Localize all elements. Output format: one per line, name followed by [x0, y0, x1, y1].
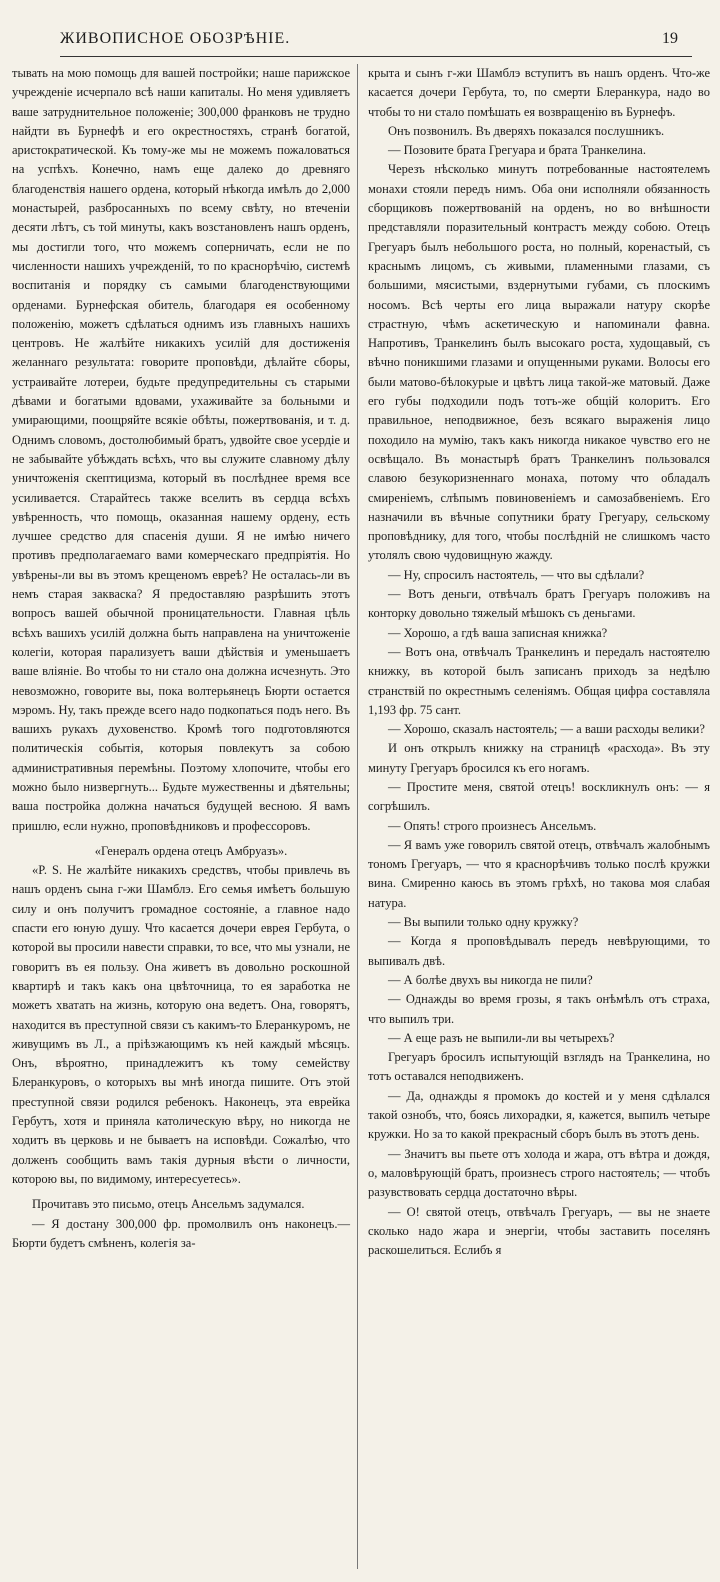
paragraph: — О! святой отецъ, отвѣчалъ Грегуаръ, — вы не знаете сколько надо жара и энергіи, чтобы заставить поселянъ раскошелиться. Еслибъ я — [368, 1204, 710, 1258]
paragraph: — Хорошо, а гдѣ ваша записная книжка? — [388, 625, 608, 640]
paragraph: Онъ позвонилъ. Въ дверяхъ показался послушникъ. — [388, 123, 665, 138]
paragraph: — Ну, спросилъ настоятель, — что вы сдѣлали? — [388, 567, 645, 582]
paragraph: — Опять! строго произнесъ Ансельмъ. — [388, 818, 597, 833]
column-divider — [357, 64, 358, 1569]
paragraph: «P. S. Не жалѣйте никакихъ средствъ, чтобы привлечь въ нашъ орденъ сына г-жи Шамблэ. Его семья имѣетъ большую силу и онъ получитъ громадное состояніе, а главное надо спасти его юную душу. Что касается дочери еврея Гербута, о которой вы просили навести справки, то все, что мы узнали, не говоритъ въ ея пользу. Она живетъ въ довольно роскошной квартирѣ и такъ какъ она цвѣточница, то ея заработка не можетъ хватать на жизнь, которую она ведетъ. Она, говорятъ, находится въ преступной связи съ какимъ-то Блеранкуромъ, не живущимъ въ Л., а пріѣзжающимъ къ ней каждый мѣсяцъ. Онъ, вѣроятно, принадлежитъ къ тому семейству Блеранкуровъ, о которыхъ вы мнѣ иногда пишите. Отъ этой преступной связи родился ребенокъ. Наконецъ, эта еврейка Гербутъ, хотя и приняла католическую вѣру, но никогда не ходитъ въ церковь и не бываетъ на исповѣди. Сожалѣю, что долженъ сообщить вамъ такія дурныя вѣсти о личности, которою вы, по видимому, интересуетесь». — [12, 863, 350, 1186]
paragraph: Прочитавъ это письмо, отецъ Ансельмъ задумался. — [32, 1197, 305, 1212]
paragraph: Грегуаръ бросилъ испытующій взглядъ на Транкелина, но тотъ оставался неподвиженъ. — [368, 1050, 710, 1084]
signature-line: «Генералъ ордена отецъ Амбруазъ». — [94, 843, 288, 858]
paragraph: — Вотъ деньги, отвѣчалъ братъ Грегуаръ положивъ на конторку довольно тяжелый мѣшокъ съ деньгами. — [368, 587, 710, 621]
journal-title: ЖИВОПИСНОЕ ОБОЗРѢНІЕ. — [60, 30, 291, 47]
paragraph: — А еще разъ не выпили-ли вы четырехъ? — [388, 1030, 615, 1045]
paragraph: тывать на мою помощь для вашей постройки; наше парижское учрежденіе исчерпало всѣ наши капиталы. Но меня удивляетъ ваше затруднительное положеніе; 300,000 франковъ не трудно найдти въ Бурнефѣ и его окрестностяхъ, странѣ богатой, аристократической. Къ тому-же мы не можемъ пожаловаться на успѣхъ. Конечно, намъ еще далеко до древняго благоденствія нашего ордена, который нѣкогда имѣлъ до 2,000 монастырей, разбросанныхъ по всему свѣту, но втеченіи десяти лѣтъ, съ той минуты, какъ возстановленъ нашъ орденъ, мы достигли того, что можемъ соперничать, если не по численности нашихъ учрежденій, то по краснорѣчію, системѣ воспитанія и порядку съ самыми благоденствующими орденами. Бурнефская обитель, благодаря ея особенному положенію, можетъ сдѣлаться однимъ изъ главныхъ нашихъ центровъ. Не жалѣйте никакихъ усилій для достиженія желаннаго результата: говорите проповѣди, дѣлайте сборы, устраивайте лотереи, будьте предупредительны съ старыми дѣвами и богатыми вдовами, ухаживайте за больными и умирающими, поощряйте всякіе обѣты, пожертвованія, и т. д. Однимъ словомъ, достолюбимый братъ, удвойте свое усердіе и не забывайте убѣждать всѣхъ, что вы служите славному дѣлу уничтоженія скептицизма, который въ послѣднее время все усиливается. Старайтесь также вселить въ сердца всѣхъ увѣренность, что помощь, оказанная нашему ордену, есть лучшее средство для спасенія души. Я не имѣю ничего противъ предполагаемаго вами комерческаго предпріятія. Но увѣрены-ли вы въ этомъ крещеномъ евреѣ? Не осталась-ли въ немъ старая закваска? Я предоставляю разрѣшить этотъ вопросъ вашей обычной проницательности. Главная цѣль всѣхъ вашихъ усилій должна быть направлена на уничтоженіе колегіи, которая парализуетъ ваши дѣйствія и уменьшаетъ ваше вліяніе. Во чтобы то ни стало она должна исчезнуть. Это невозможно, говорите вы, пока волтерьянецъ Бюрти остается мэромъ. Ну, такъ прежде всего надо подкопаться подъ него. Въ вашихъ рукахъ духовенство. Кромѣ того подготовляются политическія событія, которыя повлекутъ за собою административныя перемѣны. Поэтому хлопочите, чтобы его можно было низвергнуть... Будьте мужественны и дѣятельны; ваша постройка должна начаться будущей весною. Я вамъ пришлю, если нужно, проповѣдниковъ и профессоровъ. — [12, 66, 350, 833]
paragraph: — Однажды во время грозы, я такъ онѣмѣлъ отъ страха, что выпилъ три. — [368, 992, 710, 1026]
paragraph: — Хорошо, сказалъ настоятель; — а ваши расходы велики? — [388, 722, 705, 737]
paragraph: — Да, однажды я промокъ до костей и у меня сдѣлался такой ознобъ, что, боясь лихорадки, я, кажется, выпилъ четыре кружки. Но за то какой прекрасный сборъ былъ въ этотъ день. — [368, 1088, 710, 1142]
paragraph: — А болѣе двухъ вы никогда не пили? — [388, 972, 593, 987]
paragraph: — Позовите брата Грегуара и брата Транкелина. — [388, 143, 646, 158]
right-column — [368, 64, 710, 1260]
running-header — [60, 24, 692, 57]
paragraph: И онъ открылъ книжку на страницѣ «расхода». Въ эту минуту Грегуаръ бросился къ его ногамъ. — [368, 741, 710, 775]
page-number: 19 — [662, 30, 678, 47]
paragraph: — Простите меня, святой отецъ! воскликнулъ онъ: — я согрѣшилъ. — [368, 779, 710, 814]
paragraph: — Я вамъ уже говорилъ святой отецъ, отвѣчалъ жалобнымъ тономъ Грегуаръ, — что я краснорѣчивъ только послѣ кружки вина. Смиренно каюсь въ этомъ грѣхѣ, но такова моя слабая натура. — [368, 837, 710, 910]
paragraph: — Я достану 300,000 фр. промолвилъ онъ наконецъ.—Бюрти будетъ смѣненъ, колегія за- — [12, 1216, 350, 1250]
paragraph: крыта и сынъ г-жи Шамблэ вступитъ въ нашъ орденъ. Что-же касается дочери Гербута, то, по смерти Блеранкура, надо во чтобы то ни стало помѣшать ея возвращенію въ Бурнефъ. — [368, 66, 710, 119]
paragraph: — Значитъ вы пьете отъ холода и жара, отъ вѣтра и дождя, о, маловѣрующій братъ, произнесъ строго настоятель; — чтобъ разувствовать сердца достаточно вѣры. — [368, 1146, 710, 1200]
paragraph: — Когда я проповѣдывалъ передъ невѣрующими, то выпивалъ двѣ. — [368, 934, 710, 968]
paragraph: — Вы выпили только одну кружку? — [388, 915, 579, 930]
paragraph: — Вотъ она, отвѣчалъ Транкелинъ и передалъ настоятелю книжку, въ которой былъ записанъ приходъ за недѣлю странствій по окрестнымъ селеніямъ. Общая цифра составляла 1,193 фр. 75 сант. — [368, 644, 710, 717]
left-column — [12, 64, 350, 1253]
paragraph: Черезъ нѣсколько минутъ потребованные настоятелемъ монахи стояли передъ нимъ. Оба они исполняли обязанность сборщиковъ пожертвованій на орденъ, но во внѣшности представляли поразительный контрастъ между собою. Отецъ Грегуаръ былъ небольшого роста, но полный, коренастый, съ краснымъ лицомъ, съ живыми, пламенными глазами, съ большими, мясистыми, вздернутыми губами, съ плоскимъ носомъ. Всѣ черты его лица выражали натуру скорѣе страстную, чѣмъ аскетическую и напоминали фавна. Напротивъ, Транкелинъ былъ высокаго роста, худощавый, съ вѣчно поникшими глазами и опущенными руками. Волосы его были матово-бѣлокурые и цвѣтъ лица такой-же матовый. Даже его губы подходили подъ тотъ-же общій колоритъ. Его правильное, неподвижное, безъ всякаго выраженія лицо походило на мумію, такъ какъ никогда никакое чувство его не освѣщало. Въ монастырѣ братъ Транкелинъ пользовался славою безукоризненнаго монаха, потому что обладалъ смиреніемъ, слѣпымъ повиновеніемъ и самозабвеніемъ. Его назначили въ вѣчные сопутники брату Грегуару, сельскому проповѣднику, для того, чтобы послѣдній не слишкомъ часто утолялъ свою чудовищную жажду. — [368, 162, 710, 563]
